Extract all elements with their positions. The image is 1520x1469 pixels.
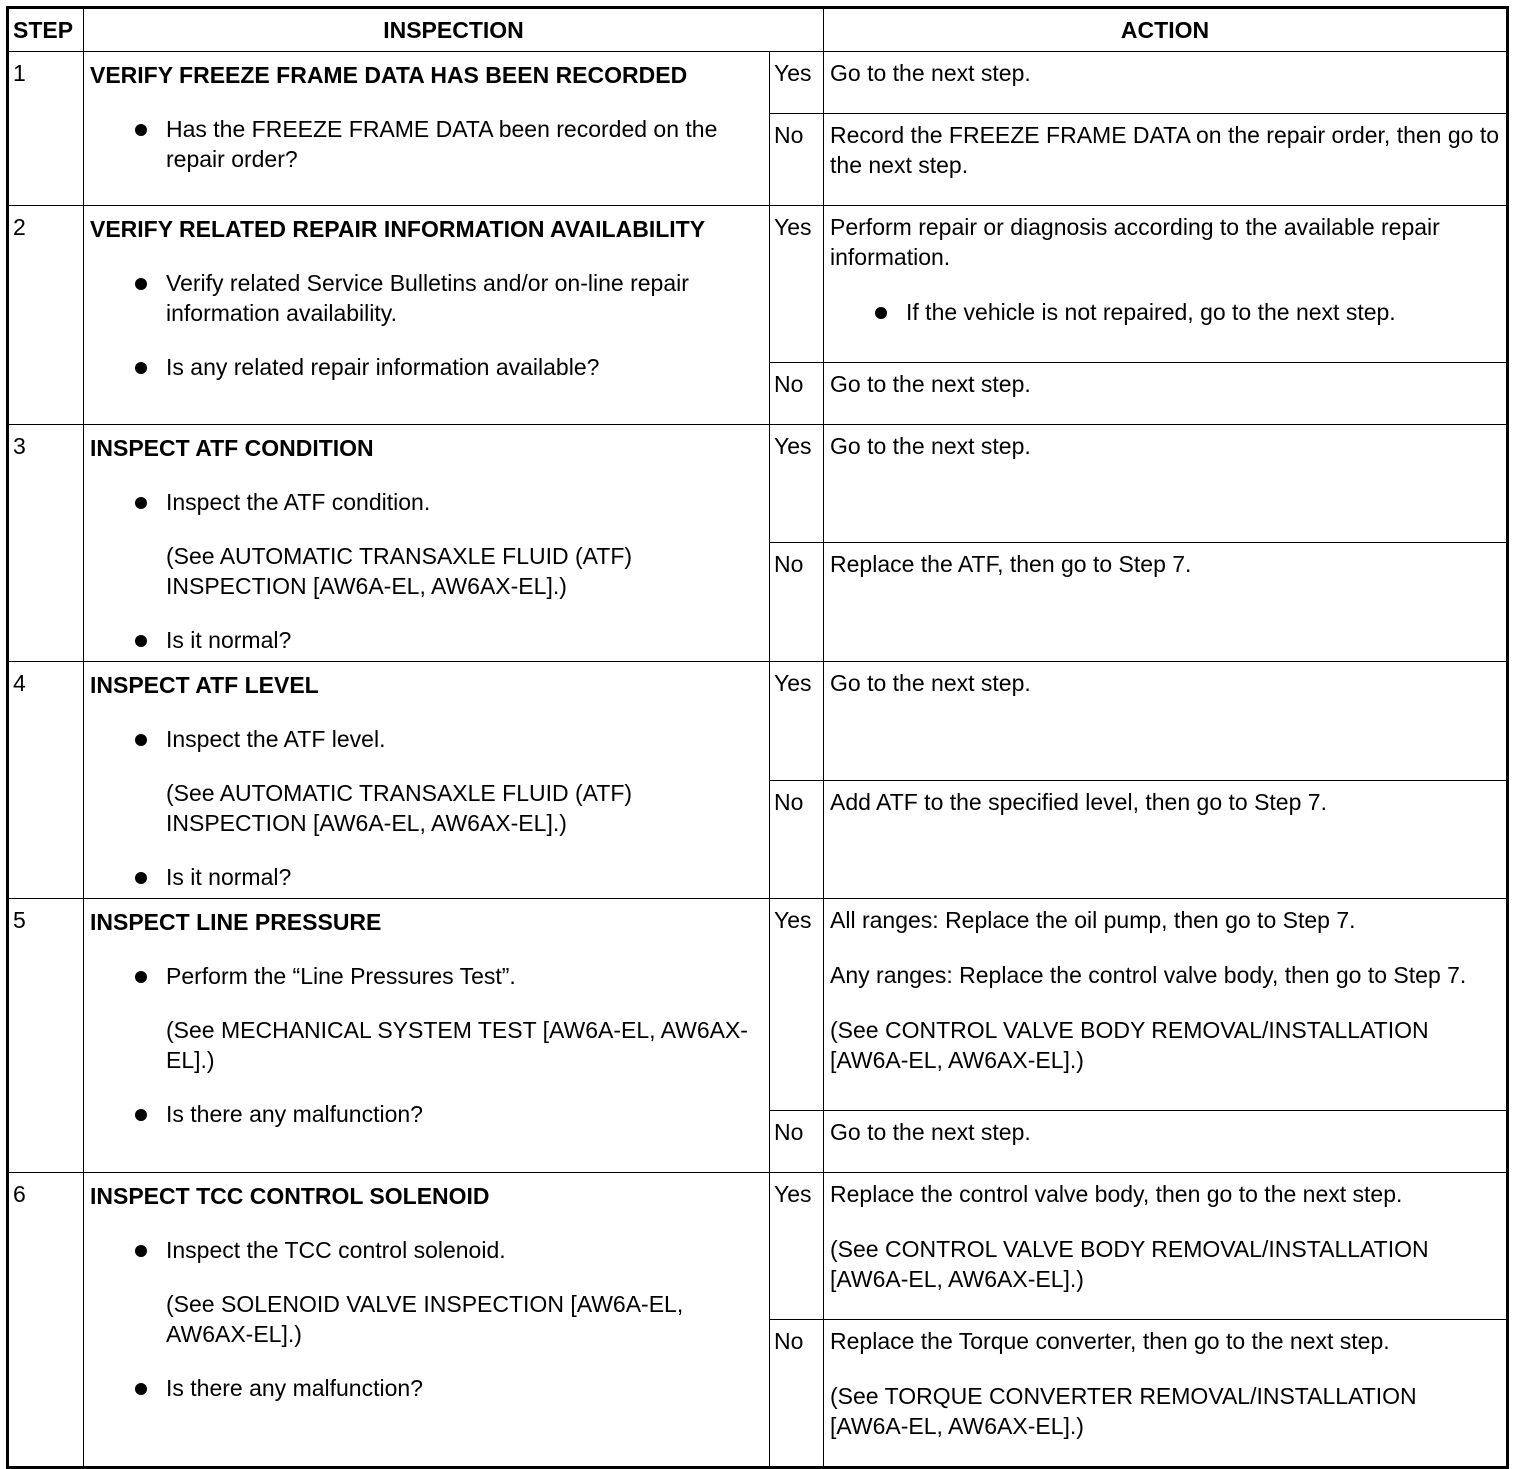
step-number: 4: [8, 662, 84, 899]
action-text: Go to the next step.: [830, 670, 1031, 696]
inspection-bullet: Perform the “Line Pressures Test”.: [90, 961, 763, 991]
inspection-bullet: Inspect the ATF level.: [90, 724, 763, 754]
no-label: No: [770, 1111, 824, 1173]
step-number: 2: [8, 206, 84, 425]
yes-action: [824, 52, 1508, 114]
inspection-title: INSPECT ATF CONDITION: [90, 435, 374, 461]
step-row: [8, 425, 1508, 543]
action-text: Add ATF to the specified level, then go to Step 7.: [830, 789, 1327, 815]
action-text: (See CONTROL VALVE BODY REMOVAL/INSTALLATION [AW6A-EL, AW6AX-EL].): [830, 1236, 1429, 1292]
inspection-reference: (See SOLENOID VALVE INSPECTION [AW6A-EL, AW6AX-EL].): [166, 1291, 684, 1347]
yes-label: Yes: [770, 425, 824, 543]
step-row: [8, 1173, 1508, 1320]
step-number: 1: [8, 52, 84, 206]
inspection-title: VERIFY RELATED REPAIR INFORMATION AVAILABILITY: [90, 216, 706, 242]
action-text: All ranges: Replace the oil pump, then go to Step 7.: [830, 907, 1356, 933]
yes-label: Yes: [770, 206, 824, 363]
no-label: No: [770, 114, 824, 206]
no-action: [824, 363, 1508, 425]
steps-body: [8, 52, 1508, 1468]
action-text: Replace the control valve body, then go to the next step.: [830, 1181, 1403, 1207]
inspection-title: INSPECT LINE PRESSURE: [90, 909, 382, 935]
inspection-title: VERIFY FREEZE FRAME DATA HAS BEEN RECORDED: [90, 62, 688, 88]
inspection-bullet: Inspect the TCC control solenoid.: [90, 1235, 763, 1265]
inspection-bullet: Is it normal?: [90, 625, 763, 655]
inspection-bullet: Inspect the ATF condition.: [90, 487, 763, 517]
action-text: (See CONTROL VALVE BODY REMOVAL/INSTALLATION [AW6A-EL, AW6AX-EL].): [830, 1017, 1429, 1073]
action-text: Go to the next step.: [830, 60, 1031, 86]
step-number: 5: [8, 899, 84, 1173]
inspection-bullet: Is there any malfunction?: [90, 1373, 763, 1403]
no-action: [824, 543, 1508, 662]
inspection-cell: [84, 1173, 770, 1468]
yes-label: Yes: [770, 899, 824, 1111]
action-text: Go to the next step.: [830, 371, 1031, 397]
inspection-reference: (See AUTOMATIC TRANSAXLE FLUID (ATF) INSPECTION [AW6A-EL, AW6AX-EL].): [166, 543, 633, 599]
inspection-bullet: Is it normal?: [90, 862, 763, 892]
action-text: Replace the Torque converter, then go to the next step.: [830, 1328, 1390, 1354]
yes-action: [824, 662, 1508, 781]
yes-label: Yes: [770, 662, 824, 781]
step-row: [8, 52, 1508, 114]
step-column-header: STEP: [8, 8, 84, 52]
inspection-cell: [84, 52, 770, 206]
inspection-bullet: Verify related Service Bulletins and/or on-line repair information availability.: [90, 268, 763, 328]
yes-label: Yes: [770, 52, 824, 114]
step-number: 3: [8, 425, 84, 662]
action-text: Perform repair or diagnosis according to the available repair information.: [830, 214, 1440, 270]
inspection-cell: [84, 425, 770, 662]
inspection-cell: [84, 662, 770, 899]
inspection-reference: (See MECHANICAL SYSTEM TEST [AW6A-EL, AW6AX-EL].): [166, 1017, 748, 1073]
inspection-bullet: Is there any malfunction?: [90, 1099, 763, 1129]
diagnostic-procedure-table: [6, 6, 1506, 1439]
action-text: Replace the ATF, then go to Step 7.: [830, 551, 1192, 577]
inspection-cell: [84, 206, 770, 425]
action-text: Go to the next step.: [830, 1119, 1031, 1145]
step-number: 6: [8, 1173, 84, 1468]
no-action: [824, 1111, 1508, 1173]
inspection-column-header: INSPECTION: [84, 8, 824, 52]
no-label: No: [770, 363, 824, 425]
no-label: No: [770, 543, 824, 662]
action-text: Record the FREEZE FRAME DATA on the repair order, then go to the next step.: [830, 122, 1500, 178]
no-label: No: [770, 1320, 824, 1468]
inspection-reference: (See AUTOMATIC TRANSAXLE FLUID (ATF) INSPECTION [AW6A-EL, AW6AX-EL].): [166, 780, 633, 836]
yes-action: [824, 1173, 1508, 1320]
action-column-header: ACTION: [824, 8, 1508, 52]
action-text: (See TORQUE CONVERTER REMOVAL/INSTALLATION [AW6A-EL, AW6AX-EL].): [830, 1383, 1417, 1439]
step-row: [8, 899, 1508, 1111]
yes-action: [824, 425, 1508, 543]
yes-label: Yes: [770, 1173, 824, 1320]
no-action: [824, 114, 1508, 206]
no-action: [824, 781, 1508, 899]
inspection-bullet: Has the FREEZE FRAME DATA been recorded on the repair order?: [90, 114, 763, 174]
yes-action: [824, 206, 1508, 363]
yes-action: [824, 899, 1508, 1111]
inspection-title: INSPECT ATF LEVEL: [90, 672, 319, 698]
step-row: [8, 206, 1508, 363]
action-text: Any ranges: Replace the control valve body, then go to Step 7.: [830, 962, 1467, 988]
no-label: No: [770, 781, 824, 899]
step-row: [8, 662, 1508, 781]
header-row: [8, 8, 1508, 52]
inspection-cell: [84, 899, 770, 1173]
inspection-title: INSPECT TCC CONTROL SOLENOID: [90, 1183, 490, 1209]
inspection-bullet: Is any related repair information available?: [90, 352, 763, 382]
action-bullet: If the vehicle is not repaired, go to the next step.: [830, 297, 1500, 327]
no-action: [824, 1320, 1508, 1468]
action-text: Go to the next step.: [830, 433, 1031, 459]
